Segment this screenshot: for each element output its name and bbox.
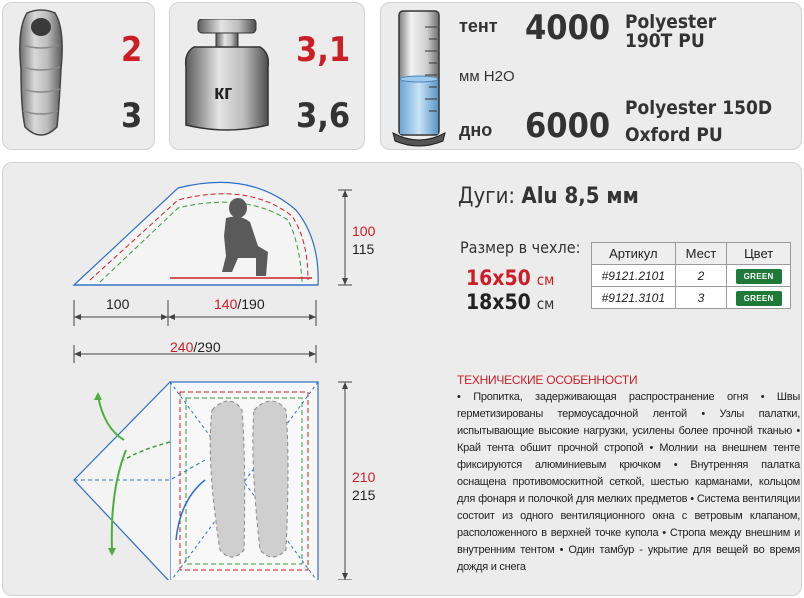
table-header-row bbox=[592, 243, 791, 265]
fly-outline bbox=[74, 182, 318, 285]
tent-top-view bbox=[74, 382, 318, 580]
weight-unit: кг bbox=[214, 82, 233, 104]
measuring-cylinder-icon bbox=[389, 7, 449, 147]
weight-min: 3,1 bbox=[296, 30, 351, 70]
features-text: • Пропитка, задерживающая распространение огня • Швы герметизированы термоусадочной лентой • Узлы палатки, испытывающие высокие нагрузки, усилены более прочной тканью • Край тента обшит прочной стропой • Молнии на внешнем тенте фиксируются алюминиевым крючком • Внутренняя палатка оснащена противомоскитной сеткой, шестью карманами, кольцом для фонаря и полочкой для мелких предметов • Система вентиляции состоит из одного вентиляционного окна с ветровым клапаном, расположенного в верхней точке купола • Стропа между внешним и внутренним тентом • Один тамбур - укрытие для вещей во время дождя и снега bbox=[457, 391, 800, 573]
table-cell-article: #9121.3101 bbox=[592, 287, 676, 309]
pack-size-large-value: 18х50 bbox=[466, 290, 531, 314]
pack-size-small-unit: см bbox=[536, 271, 555, 289]
table-row bbox=[592, 287, 791, 309]
capacity-max: 3 bbox=[121, 96, 143, 136]
pack-size-large-unit: см bbox=[536, 295, 555, 313]
floor-value: 6000 bbox=[525, 106, 611, 146]
table-row bbox=[592, 265, 791, 287]
fly-material: Polyester 190T PU bbox=[625, 11, 717, 52]
height-dim-label bbox=[352, 224, 375, 256]
floor-label: дно bbox=[459, 120, 493, 140]
water-unit: мм Н2О bbox=[459, 68, 515, 85]
capacity-min: 2 bbox=[121, 30, 143, 70]
table-cell-color bbox=[727, 287, 791, 309]
weight-max: 3,6 bbox=[296, 96, 351, 136]
poles-spec bbox=[458, 186, 639, 208]
weight-card bbox=[169, 2, 365, 150]
total-length-dim bbox=[170, 340, 221, 354]
inner-length-black: /190 bbox=[237, 296, 265, 312]
sleeping-pad-right bbox=[253, 401, 288, 557]
floor-material: Polyester 150D Oxford PU bbox=[625, 97, 773, 146]
inner-length-red: 140 bbox=[214, 296, 238, 312]
table-cell-places: 2 bbox=[675, 265, 727, 287]
poles-label: Дуги: bbox=[458, 184, 516, 209]
inner-length-dim bbox=[214, 297, 265, 311]
fly-value: 4000 bbox=[525, 8, 611, 48]
width-inner: 210 bbox=[352, 469, 376, 485]
technical-features bbox=[457, 372, 800, 576]
fly-label: тент bbox=[459, 16, 498, 36]
table-header-places: Мест bbox=[675, 243, 727, 265]
weight-icon bbox=[184, 19, 270, 131]
table-header-color: Цвет bbox=[727, 243, 791, 265]
color-badge: GREEN bbox=[736, 269, 782, 284]
capacity-card bbox=[2, 2, 155, 150]
width-outer: 215 bbox=[352, 487, 376, 503]
poles-value: Alu 8,5 мм bbox=[521, 184, 639, 209]
table-header-article: Артикул bbox=[592, 243, 676, 265]
pack-size-small bbox=[466, 268, 554, 289]
table-cell-article: #9121.2101 bbox=[592, 265, 676, 287]
total-length-red: 240 bbox=[170, 339, 194, 355]
table-cell-places: 3 bbox=[675, 287, 727, 309]
color-badge: GREEN bbox=[736, 291, 782, 306]
features-title: ТЕХНИЧЕСКИЕ ОСОБЕННОСТИ bbox=[457, 373, 638, 387]
width-dim-label bbox=[352, 470, 375, 502]
pack-size-label: Размер в чехле: bbox=[460, 238, 581, 257]
sleeping-bag-icon bbox=[13, 9, 69, 141]
article-table bbox=[591, 242, 791, 309]
height-outer: 115 bbox=[352, 241, 375, 257]
vestibule-dim: 100 bbox=[106, 296, 130, 312]
pack-size-large bbox=[466, 292, 554, 313]
total-length-black: /290 bbox=[193, 339, 221, 355]
height-inner: 100 bbox=[352, 223, 376, 239]
water-resistance-card bbox=[380, 2, 802, 150]
table-cell-color bbox=[727, 265, 791, 287]
pack-size-small-value: 16х50 bbox=[466, 266, 531, 290]
